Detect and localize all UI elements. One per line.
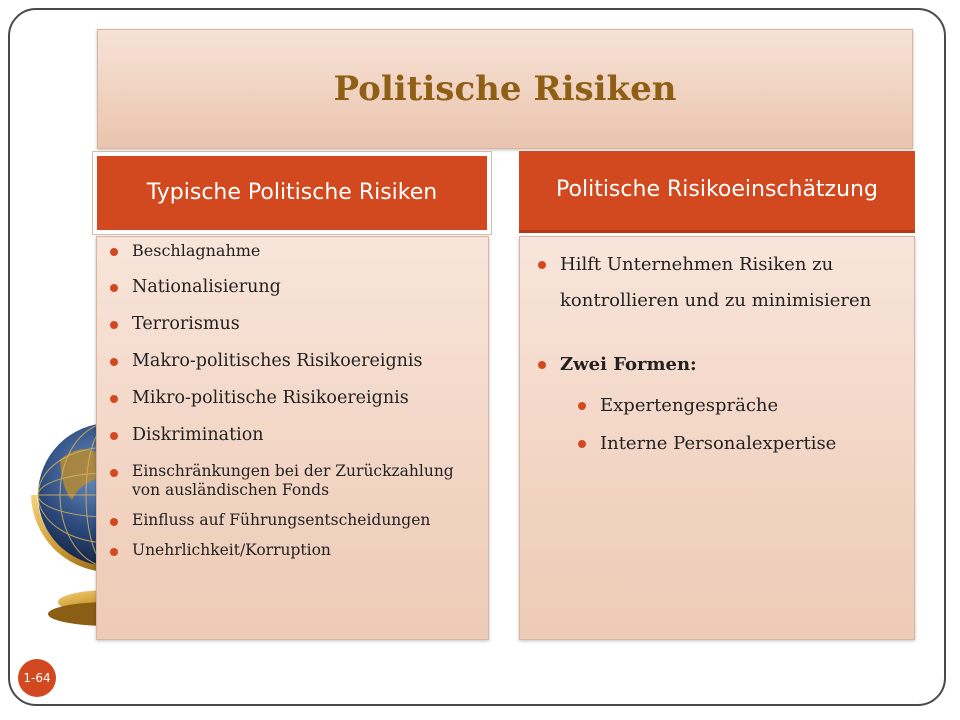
list-item: Makro-politisches Risikoereignis [110,351,482,371]
list-item: Terrorismus [110,314,482,334]
list-item: Nationalisierung [110,277,482,297]
list-item: Unehrlichkeit/Korruption [110,541,482,560]
right-column-header-label: Politische Risikoeinschätzung [556,177,878,203]
sub-list-item: Expertengespräche [574,387,906,425]
list-item: Mikro-politische Risikoereignis [110,388,482,408]
list-item: Beschlagnahme [110,241,482,261]
list-item-forms [536,347,906,463]
list-item: Hilft Unternehmen Risiken zu kontrollieren und zu minimisieren [536,247,906,319]
right-content-panel [519,236,915,640]
sub-list-item: Interne Personalexpertise [574,425,906,463]
slide-title: Politische Risiken [333,69,677,109]
left-column-header [93,152,491,234]
list-item: Einfluss auf Führungsentscheidungen [110,511,482,530]
title-box [97,29,913,149]
left-content-panel [96,236,489,640]
risk-list [110,241,482,571]
page-number-badge [18,659,56,697]
list-item: Diskrimination [110,425,482,445]
list-item: Einschränkungen bei der Zurückzahlung von ausländischen Fonds [110,462,482,500]
page-number: 1-64 [23,671,51,685]
right-column-header [519,151,915,233]
forms-sub-list [560,387,906,463]
assessment-list [536,247,906,463]
left-column-header-label: Typische Politische Risiken [146,179,438,205]
forms-label: Zwei Formen: [560,354,697,375]
